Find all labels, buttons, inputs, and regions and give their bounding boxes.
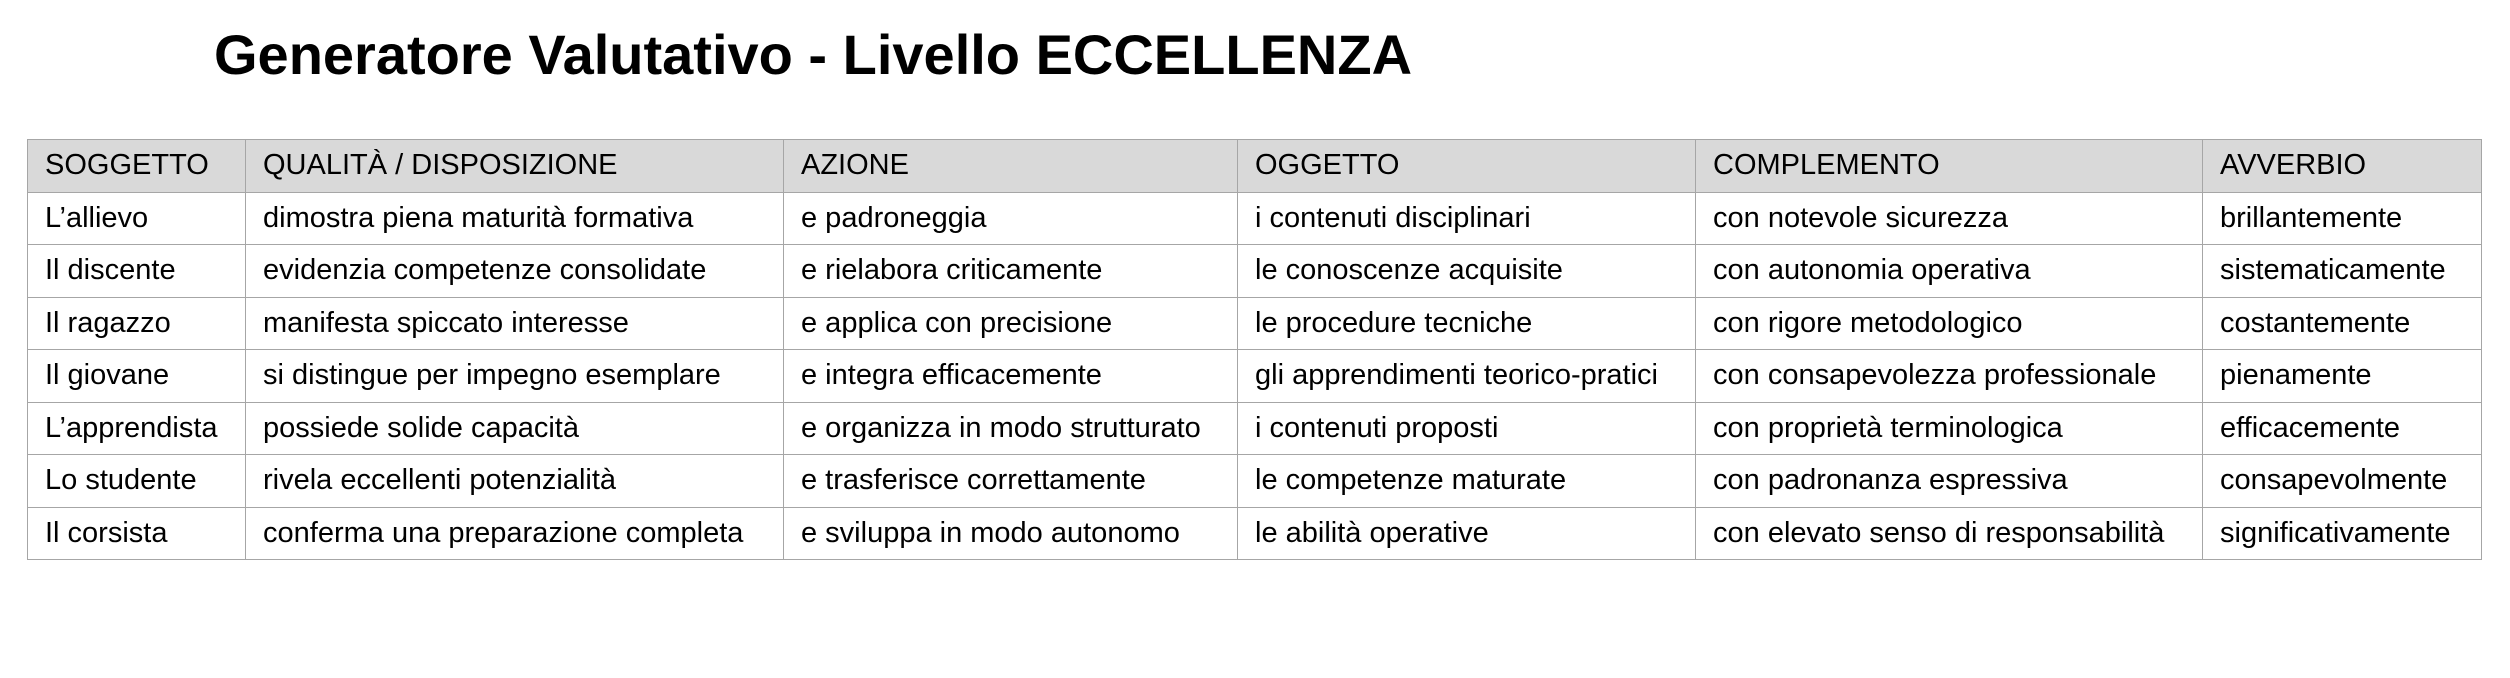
table-cell: Il discente	[28, 245, 246, 298]
table-body	[28, 192, 2482, 560]
table-cell: pienamente	[2203, 350, 2482, 403]
table-cell: con notevole sicurezza	[1696, 192, 2203, 245]
table-cell: con rigore metodologico	[1696, 297, 2203, 350]
table-row	[28, 455, 2482, 508]
column-header-qualita: QUALITÀ / DISPOSIZIONE	[246, 140, 784, 193]
table-cell: consapevolmente	[2203, 455, 2482, 508]
table-cell: Il giovane	[28, 350, 246, 403]
table-cell: le conoscenze acquisite	[1238, 245, 1696, 298]
header-row	[28, 140, 2482, 193]
table-cell: significativamente	[2203, 507, 2482, 560]
column-header-oggetto: OGGETTO	[1238, 140, 1696, 193]
table-cell: si distingue per impegno esemplare	[246, 350, 784, 403]
table-cell: L’allievo	[28, 192, 246, 245]
table-cell: con proprietà terminologica	[1696, 402, 2203, 455]
table-cell: i contenuti disciplinari	[1238, 192, 1696, 245]
table-cell: con elevato senso di responsabilità	[1696, 507, 2203, 560]
table-cell: e organizza in modo strutturato	[784, 402, 1238, 455]
table-cell: le abilità operative	[1238, 507, 1696, 560]
table-cell: e applica con precisione	[784, 297, 1238, 350]
table-cell: Il ragazzo	[28, 297, 246, 350]
table-cell: i contenuti proposti	[1238, 402, 1696, 455]
table-row	[28, 402, 2482, 455]
table-cell: e integra efficacemente	[784, 350, 1238, 403]
table-row	[28, 350, 2482, 403]
table-cell: possiede solide capacità	[246, 402, 784, 455]
column-header-azione: AZIONE	[784, 140, 1238, 193]
table-cell: con padronanza espressiva	[1696, 455, 2203, 508]
table-row	[28, 192, 2482, 245]
column-header-complemento: COMPLEMENTO	[1696, 140, 2203, 193]
table-cell: gli apprendimenti teorico-pratici	[1238, 350, 1696, 403]
table-cell: con consapevolezza professionale	[1696, 350, 2203, 403]
table-cell: conferma una preparazione completa	[246, 507, 784, 560]
table-row	[28, 507, 2482, 560]
table-cell: rivela eccellenti potenzialità	[246, 455, 784, 508]
table-cell: L’apprendista	[28, 402, 246, 455]
table-cell: e rielabora criticamente	[784, 245, 1238, 298]
column-header-soggetto: SOGGETTO	[28, 140, 246, 193]
table-cell: Il corsista	[28, 507, 246, 560]
table-cell: e padroneggia	[784, 192, 1238, 245]
table-cell: le procedure tecniche	[1238, 297, 1696, 350]
table-cell: Lo studente	[28, 455, 246, 508]
table-cell: dimostra piena maturità formativa	[246, 192, 784, 245]
table-row	[28, 297, 2482, 350]
table-cell: con autonomia operativa	[1696, 245, 2203, 298]
evaluation-table	[27, 139, 2482, 560]
table-cell: costantemente	[2203, 297, 2482, 350]
table-cell: brillantemente	[2203, 192, 2482, 245]
table-cell: sistematicamente	[2203, 245, 2482, 298]
table-cell: e trasferisce correttamente	[784, 455, 1238, 508]
table-header	[28, 140, 2482, 193]
table-cell: efficacemente	[2203, 402, 2482, 455]
page-title: Generatore Valutativo - Livello ECCELLENZA	[214, 23, 1413, 86]
table-cell: evidenzia competenze consolidate	[246, 245, 784, 298]
column-header-avverbio: AVVERBIO	[2203, 140, 2482, 193]
table-cell: manifesta spiccato interesse	[246, 297, 784, 350]
table-row	[28, 245, 2482, 298]
table-cell: le competenze maturate	[1238, 455, 1696, 508]
table-cell: e sviluppa in modo autonomo	[784, 507, 1238, 560]
